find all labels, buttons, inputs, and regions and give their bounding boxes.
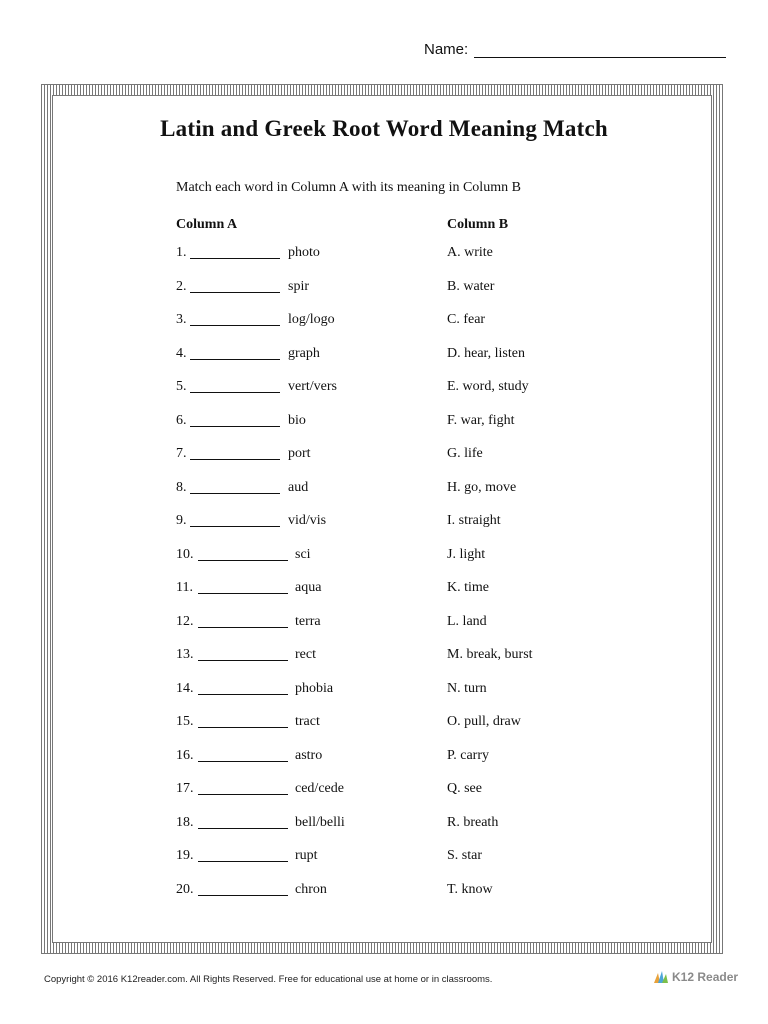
question-number: 20. [176, 881, 194, 897]
root-word: terra [295, 613, 321, 629]
question-number: 3. [176, 312, 187, 327]
root-word: aud [288, 479, 309, 495]
answer-blank[interactable] [198, 694, 288, 695]
meaning: O. pull, draw [447, 714, 521, 729]
question-number: 12. [176, 613, 194, 629]
question-number: 16. [176, 747, 194, 763]
question-row [0, 815, 768, 849]
instructions: Match each word in Column A with its meaning in Column B [176, 180, 521, 195]
root-word: astro [295, 747, 323, 763]
question-number: 4. [176, 345, 187, 361]
page-title: Latin and Greek Root Word Meaning Match [160, 116, 608, 141]
question-number: 8. [176, 479, 187, 495]
root-word: bio [288, 412, 306, 428]
meaning: G. life [447, 446, 483, 461]
question-number: 5. [176, 379, 187, 394]
meaning: A. write [447, 245, 493, 260]
question-row [0, 848, 768, 882]
question-row [0, 614, 768, 648]
meaning: Q. see [447, 781, 482, 796]
root-word: sci [295, 546, 311, 562]
meaning: H. go, move [447, 479, 517, 495]
question-row [0, 480, 768, 514]
meaning: J. light [447, 546, 486, 562]
question-number: 9. [176, 513, 187, 528]
meaning: N. turn [447, 680, 487, 696]
question-row [0, 346, 768, 380]
root-word: log/logo [288, 312, 335, 327]
question-row [0, 279, 768, 313]
root-word: rupt [295, 848, 318, 863]
root-word: phobia [295, 680, 334, 696]
question-number: 18. [176, 814, 194, 830]
meaning: S. star [447, 848, 482, 863]
question-number: 14. [176, 680, 194, 696]
question-number: 10. [176, 546, 194, 562]
answer-blank[interactable] [190, 459, 280, 460]
answer-blank[interactable] [198, 861, 288, 862]
root-word: vert/vers [288, 379, 337, 394]
question-row [0, 748, 768, 782]
name-field-row [424, 40, 726, 58]
k12reader-logo [652, 970, 738, 984]
question-number: 13. [176, 647, 194, 662]
root-word: aqua [295, 580, 322, 595]
meaning: E. word, study [447, 379, 529, 394]
meaning: T. know [447, 881, 493, 897]
answer-blank[interactable] [190, 325, 280, 326]
question-row [0, 547, 768, 581]
meaning: L. land [447, 613, 487, 629]
answer-blank[interactable] [190, 526, 280, 527]
question-row [0, 446, 768, 480]
meaning: C. fear [447, 312, 486, 327]
column-a-header: Column A [176, 217, 238, 232]
root-word: photo [288, 245, 320, 260]
question-row [0, 781, 768, 815]
question-number: 19. [176, 848, 194, 863]
question-row [0, 580, 768, 614]
meaning: F. war, fight [447, 412, 515, 428]
copyright-footer: Copyright © 2016 K12reader.com. All Rights Reserved. Free for educational use at home or in classrooms. [44, 974, 493, 985]
name-label: Name: [424, 41, 469, 58]
root-word: graph [288, 345, 320, 361]
question-row [0, 882, 768, 916]
meaning: M. break, burst [447, 647, 533, 662]
question-number: 6. [176, 412, 187, 428]
answer-blank[interactable] [198, 593, 288, 594]
answer-blank[interactable] [198, 828, 288, 829]
root-word: rect [295, 647, 316, 662]
name-blank-line[interactable] [474, 40, 726, 58]
question-row [0, 681, 768, 715]
answer-blank[interactable] [190, 258, 280, 259]
answer-blank[interactable] [198, 727, 288, 728]
answer-blank[interactable] [198, 895, 288, 896]
question-number: 15. [176, 714, 194, 729]
answer-blank[interactable] [198, 560, 288, 561]
root-word: vid/vis [288, 513, 327, 528]
question-number: 1. [176, 245, 187, 260]
answer-blank[interactable] [198, 794, 288, 795]
question-row [0, 513, 768, 547]
answer-blank[interactable] [190, 426, 280, 427]
question-number: 7. [176, 446, 187, 461]
root-word: tract [295, 714, 320, 729]
question-row [0, 714, 768, 748]
question-number: 11. [176, 580, 193, 595]
question-number: 2. [176, 278, 187, 294]
answer-blank[interactable] [190, 392, 280, 393]
root-word: chron [295, 881, 327, 897]
question-row [0, 647, 768, 681]
meaning: B. water [447, 278, 495, 294]
answer-blank[interactable] [198, 627, 288, 628]
logo-text: K12 Reader [672, 970, 739, 984]
meaning: I. straight [447, 513, 501, 528]
meaning: P. carry [447, 747, 489, 763]
question-row [0, 413, 768, 447]
root-word: ced/cede [295, 781, 344, 796]
answer-blank[interactable] [198, 761, 288, 762]
answer-blank[interactable] [190, 493, 280, 494]
answer-blank[interactable] [198, 660, 288, 661]
k12reader-logo-icon [652, 970, 670, 984]
column-b-header: Column B [447, 217, 509, 232]
root-word: spir [288, 278, 309, 294]
meaning: K. time [447, 580, 489, 595]
question-number: 17. [176, 781, 194, 796]
meaning: R. breath [447, 814, 499, 830]
answer-blank[interactable] [190, 359, 280, 360]
question-row [0, 379, 768, 413]
root-word: port [288, 446, 311, 461]
question-rows [0, 245, 768, 915]
meaning: D. hear, listen [447, 345, 525, 361]
question-row [0, 245, 768, 279]
answer-blank[interactable] [190, 292, 280, 293]
root-word: bell/belli [295, 814, 345, 830]
question-row [0, 312, 768, 346]
